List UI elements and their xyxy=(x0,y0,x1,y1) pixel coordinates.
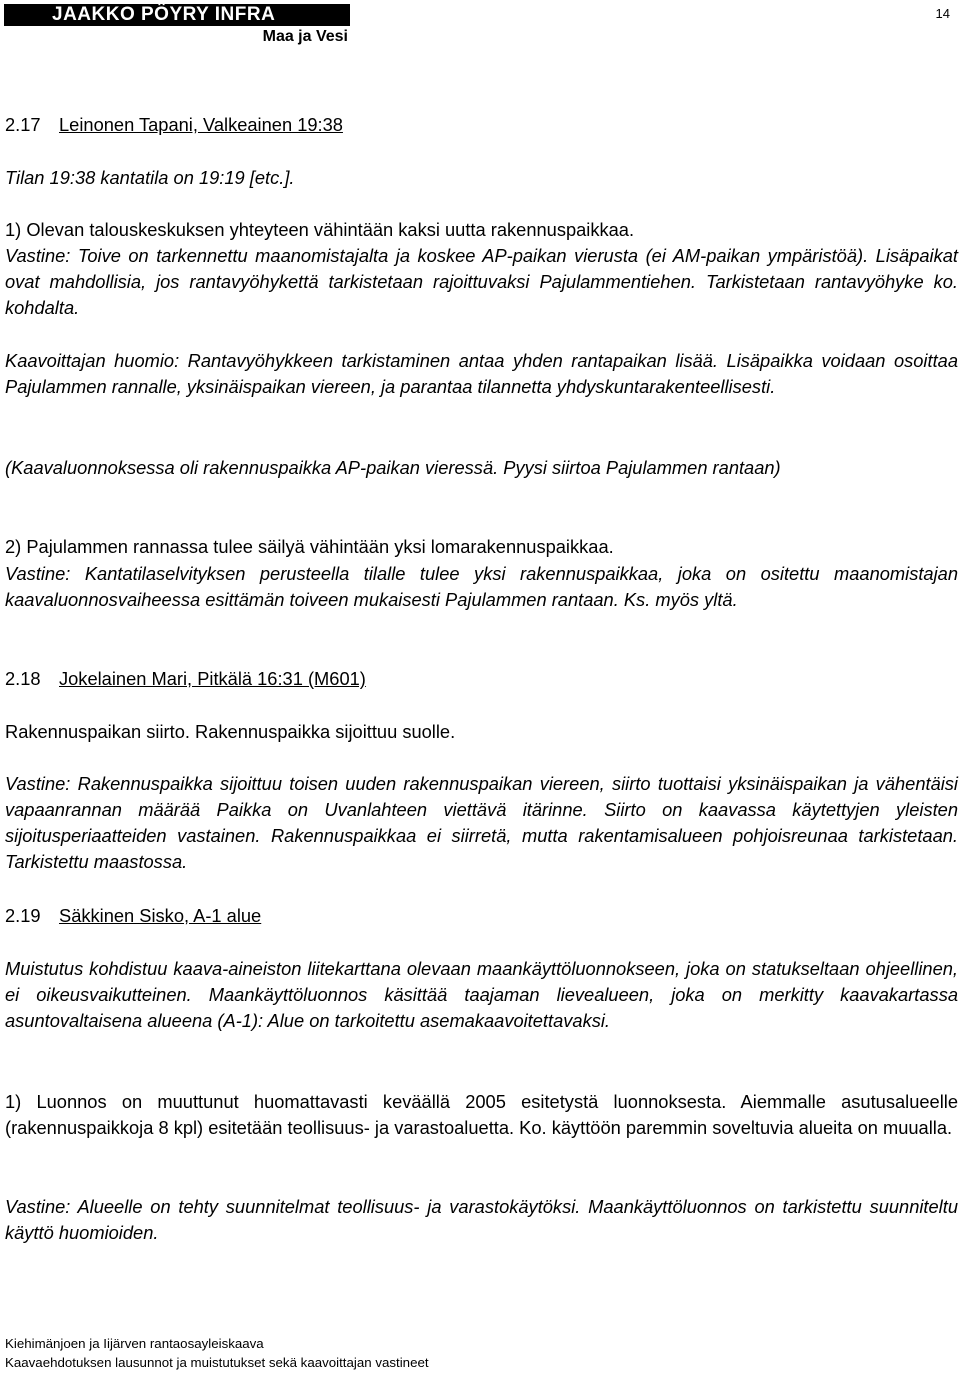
logo-wordmark: JAAKKO PÖYRY INFRA xyxy=(4,4,350,26)
section-title: Leinonen Tapani, Valkeainen 19:38 xyxy=(59,114,343,135)
paragraph: 1) Olevan talouskeskuksen yhteyteen vähintään kaksi uutta rakennuspaikkaa. xyxy=(5,219,635,240)
section-number: 2.19 xyxy=(5,905,41,926)
section-title: Jokelainen Mari, Pitkälä 16:31 (M601) xyxy=(59,668,366,689)
section-number: 2.17 xyxy=(5,114,41,135)
page-number: 14 xyxy=(935,6,950,21)
section-heading-2-17 xyxy=(5,112,958,138)
planner-note: Kaavoittajan huomio: Rantavyöhykkeen tarkistaminen antaa yhden rantapaikan lisää. Lisäpaikka voidaan osoittaa Pajulammen rannalle, yksinäispaikan viereen, ja parantaa tilannetta yhdyskuntarakenteellisesti. xyxy=(5,350,958,397)
paragraph: (Kaavaluonnoksessa oli rakennuspaikka AP-paikan vieressä. Pyysi siirtoa Pajulammen rantaan) xyxy=(5,457,781,478)
response-paragraph: Vastine: Toive on tarkennettu maanomistajalta ja koskee AP-paikan vierusta (ei AM-paikan ympäristöä). Lisäpaikat ovat mahdollisia, jos rantavyöhykettä tarkistetaan rajoittuvaksi Pajulammentiehen. Tarkistetaan rantavyöhyke ko. kohdalta. xyxy=(5,245,958,318)
section-number: 2.18 xyxy=(5,668,41,689)
company-logo xyxy=(4,4,354,46)
response-paragraph: Vastine: Rakennuspaikka sijoittuu toisen uuden rakennuspaikan viereen, siirto tuottaisi yksinäispaikan ja vähentäisi vapaanrannan määrää Paikka on Uvanlahteen viettävä itärinne. Siirto on kaavassa käytettyjen yleisten sijoitusperiaatteiden vastainen. Rakennuspaikkaa ei siirretä, mutta rakentamisalueen pohjoisreunaa tarkistetaan. Tarkistettu maastossa. xyxy=(5,773,958,872)
logo-subtitle: Maa ja Vesi xyxy=(262,28,348,45)
section-heading-2-19 xyxy=(5,903,958,929)
section-heading-2-18 xyxy=(5,666,958,692)
response-paragraph: Vastine: Kantatilaselvityksen perusteella tilalle tulee yksi rakennuspaikkaa, joka on ositettu maanomistajan kaavaluonnosvaiheessa esittämän toiveen mukaisesti Pajulammen rantaan. Ks. myös yltä. xyxy=(5,563,958,610)
paragraph: Muistutus kohdistuu kaava-aineiston liitekarttana olevaan maankäyttöluonnokseen, joka on statukseltaan ohjeellinen, ei oikeusvaikutteinen. Maankäyttöluonnos käsittää taajaman lievealueen, joka on merkitty kaavakartassa asuntovaltaisena alueena (A-1): Alue on tarkoitettu asemakaavoitettavaksi. xyxy=(5,958,958,1031)
paragraph: 1) Luonnos on muuttunut huomattavasti keväällä 2005 esitetystä luonnoksesta. Aiemmalle asutusalueelle (rakennuspaikkoja 8 kpl) esitetään teollisuus- ja varastoaluetta. Ko. käyttöön paremmin soveltuvia alueita on muualla. xyxy=(5,1091,958,1138)
paragraph: 2) Pajulammen rannassa tulee säilyä vähintään yksi lomarakennuspaikkaa. xyxy=(5,536,614,557)
paragraph: Rakennuspaikan siirto. Rakennuspaikka sijoittuu suolle. xyxy=(5,721,456,742)
section-title: Säkkinen Sisko, A-1 alue xyxy=(59,905,262,926)
response-paragraph: Vastine: Alueelle on tehty suunnitelmat teollisuus- ja varastokäytöksi. Maankäyttöluonnos on tarkistettu suunniteltu käyttö huomioiden. xyxy=(5,1196,958,1243)
paragraph: Tilan 19:38 kantatila on 19:19 [etc.]. xyxy=(5,167,295,188)
footer-subtitle: Kaavaehdotuksen lausunnot ja muistutukset sekä kaavoittajan vastineet xyxy=(5,1355,429,1370)
footer-title: Kiehimänjoen ja Iijärven rantaosayleiskaava xyxy=(5,1336,264,1351)
